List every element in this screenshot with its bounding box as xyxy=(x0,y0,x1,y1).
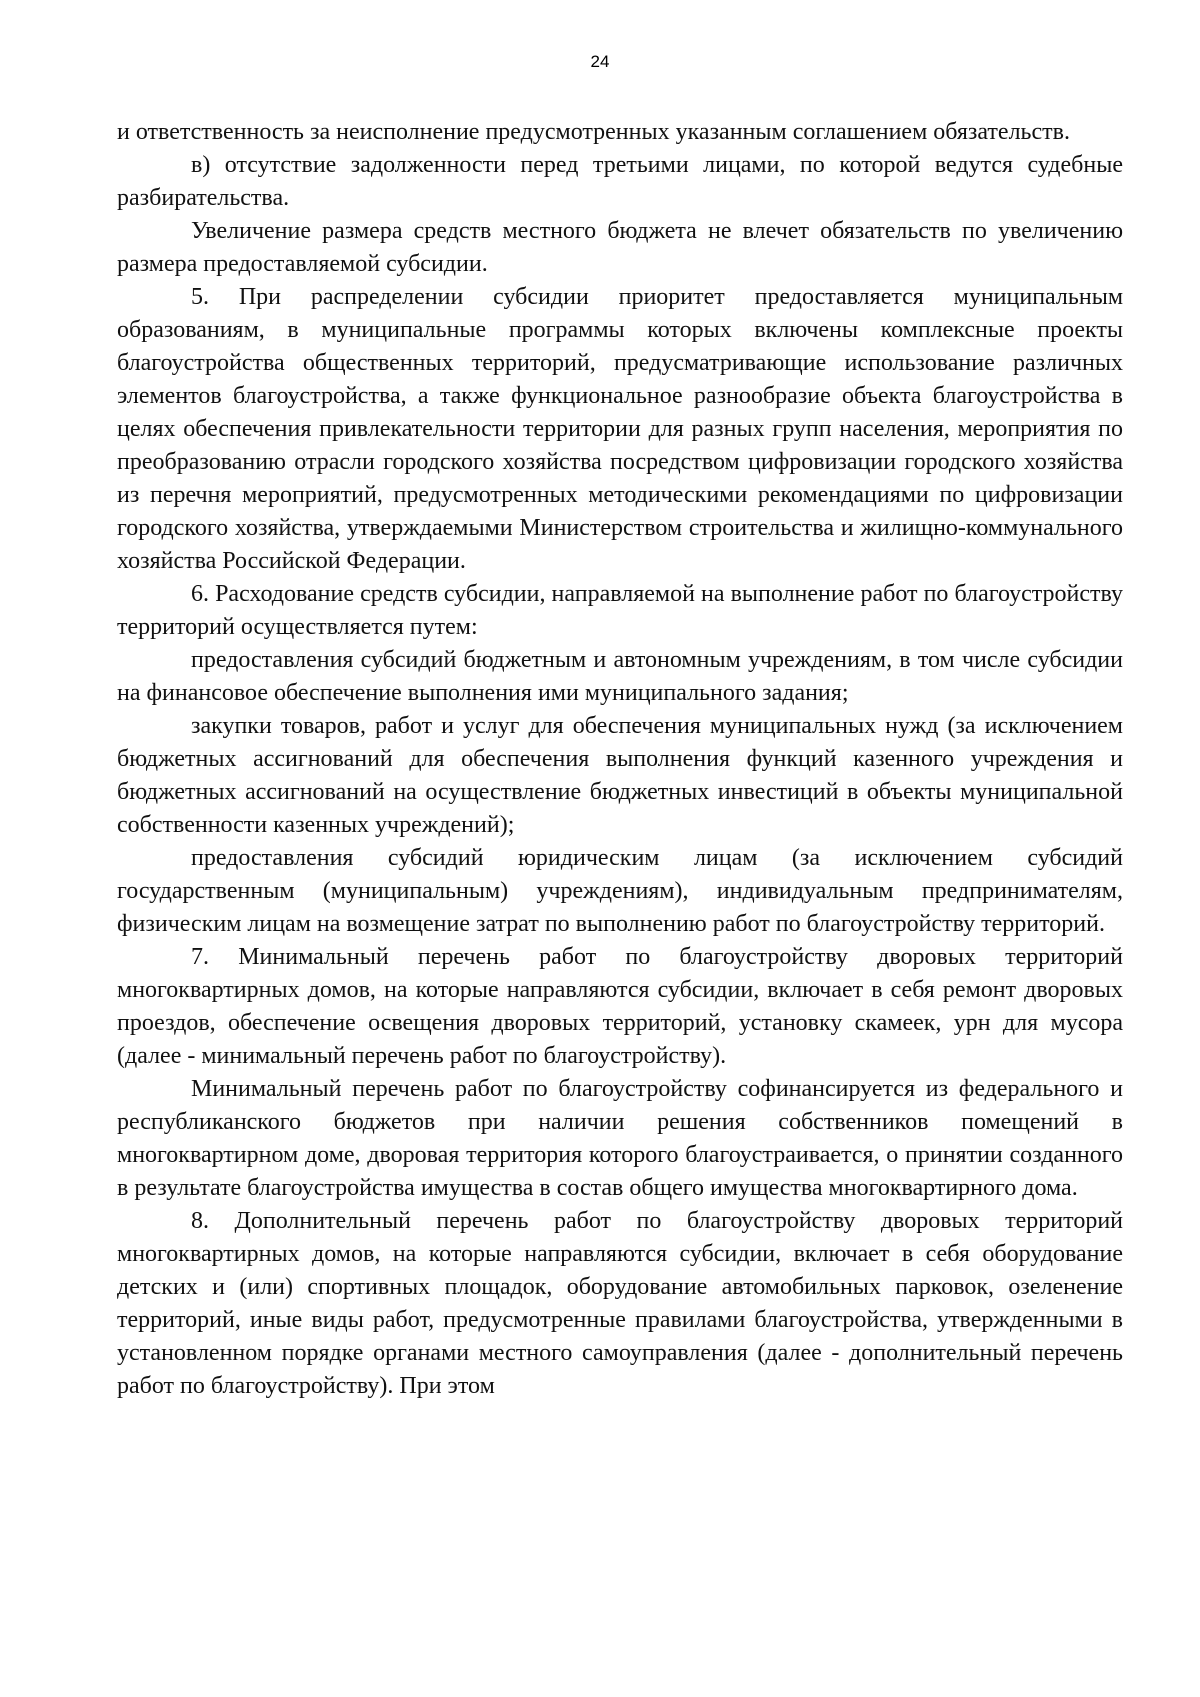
paragraph: 5. При распределении субсидии приоритет предоставляется муниципальным образованиям, в муниципальные программы которых включены комплексные проекты благоустройства общественных территорий, предусматривающие использование различных элементов благоустройства, а также функциональное разнообразие объекта благоустройства в целях обеспечения привлекательности территории для разных групп населения, мероприятия по преобразованию отрасли городского хозяйства посредством цифровизации городского хозяйства из перечня мероприятий, предусмотренных методическими рекомендациями по цифровизации городского хозяйства, утверждаемыми Министерством строительства и жилищно-коммунального хозяйства Российской Федерации. xyxy=(117,284,1123,574)
paragraph: предоставления субсидий юридическим лицам (за исключением субсидий государственным (муниципальным) учреждениям), индивидуальным предпринимателям, физическим лицам на возмещение затрат по выполнению работ по благоустройству территорий. xyxy=(117,845,1123,937)
paragraph: 7. Минимальный перечень работ по благоустройству дворовых территорий многоквартирных домов, на которые направляются субсидии, включает в себя ремонт дворовых проездов, обеспечение освещения дворовых территорий, установку скамеек, урн для мусора (далее - минимальный перечень работ по благоустройству). xyxy=(117,944,1123,1069)
paragraph: предоставления субсидий бюджетным и автономным учреждениям, в том числе субсидии на финансовое обеспечение выполнения ими муниципального задания; xyxy=(117,647,1123,706)
page-number: 24 xyxy=(590,52,610,71)
document-body xyxy=(117,116,1123,1403)
paragraph: 8. Дополнительный перечень работ по благоустройству дворовых территорий многоквартирных домов, на которые направляются субсидии, включает в себя оборудование детских и (или) спортивных площадок, оборудование автомобильных парковок, озеленение территорий, иные виды работ, предусмотренные правилами благоустройства, утвержденными в установленном порядке органами местного самоуправления (далее - дополнительный перечень работ по благоустройству). При этом xyxy=(117,1208,1123,1399)
paragraph: закупки товаров, работ и услуг для обеспечения муниципальных нужд (за исключением бюджетных ассигнований для обеспечения выполнения функций казенного учреждения и бюджетных ассигнований на осуществление бюджетных инвестиций в объекты муниципальной собственности казенных учреждений); xyxy=(117,713,1123,838)
paragraph: в) отсутствие задолженности перед третьими лицами, по которой ведутся судебные разбирательства. xyxy=(117,152,1123,211)
paragraph: 6. Расходование средств субсидии, направляемой на выполнение работ по благоустройству территорий осуществляется путем: xyxy=(117,581,1123,640)
paragraph: и ответственность за неисполнение предусмотренных указанным соглашением обязательств. xyxy=(117,119,1070,145)
paragraph: Минимальный перечень работ по благоустройству софинансируется из федерального и республиканского бюджетов при наличии решения собственников помещений в многоквартирном доме, дворовая территория которого благоустраивается, о принятии созданного в результате благоустройства имущества в состав общего имущества многоквартирного дома. xyxy=(117,1076,1123,1201)
paragraph: Увеличение размера средств местного бюджета не влечет обязательств по увеличению размера предоставляемой субсидии. xyxy=(117,218,1123,277)
